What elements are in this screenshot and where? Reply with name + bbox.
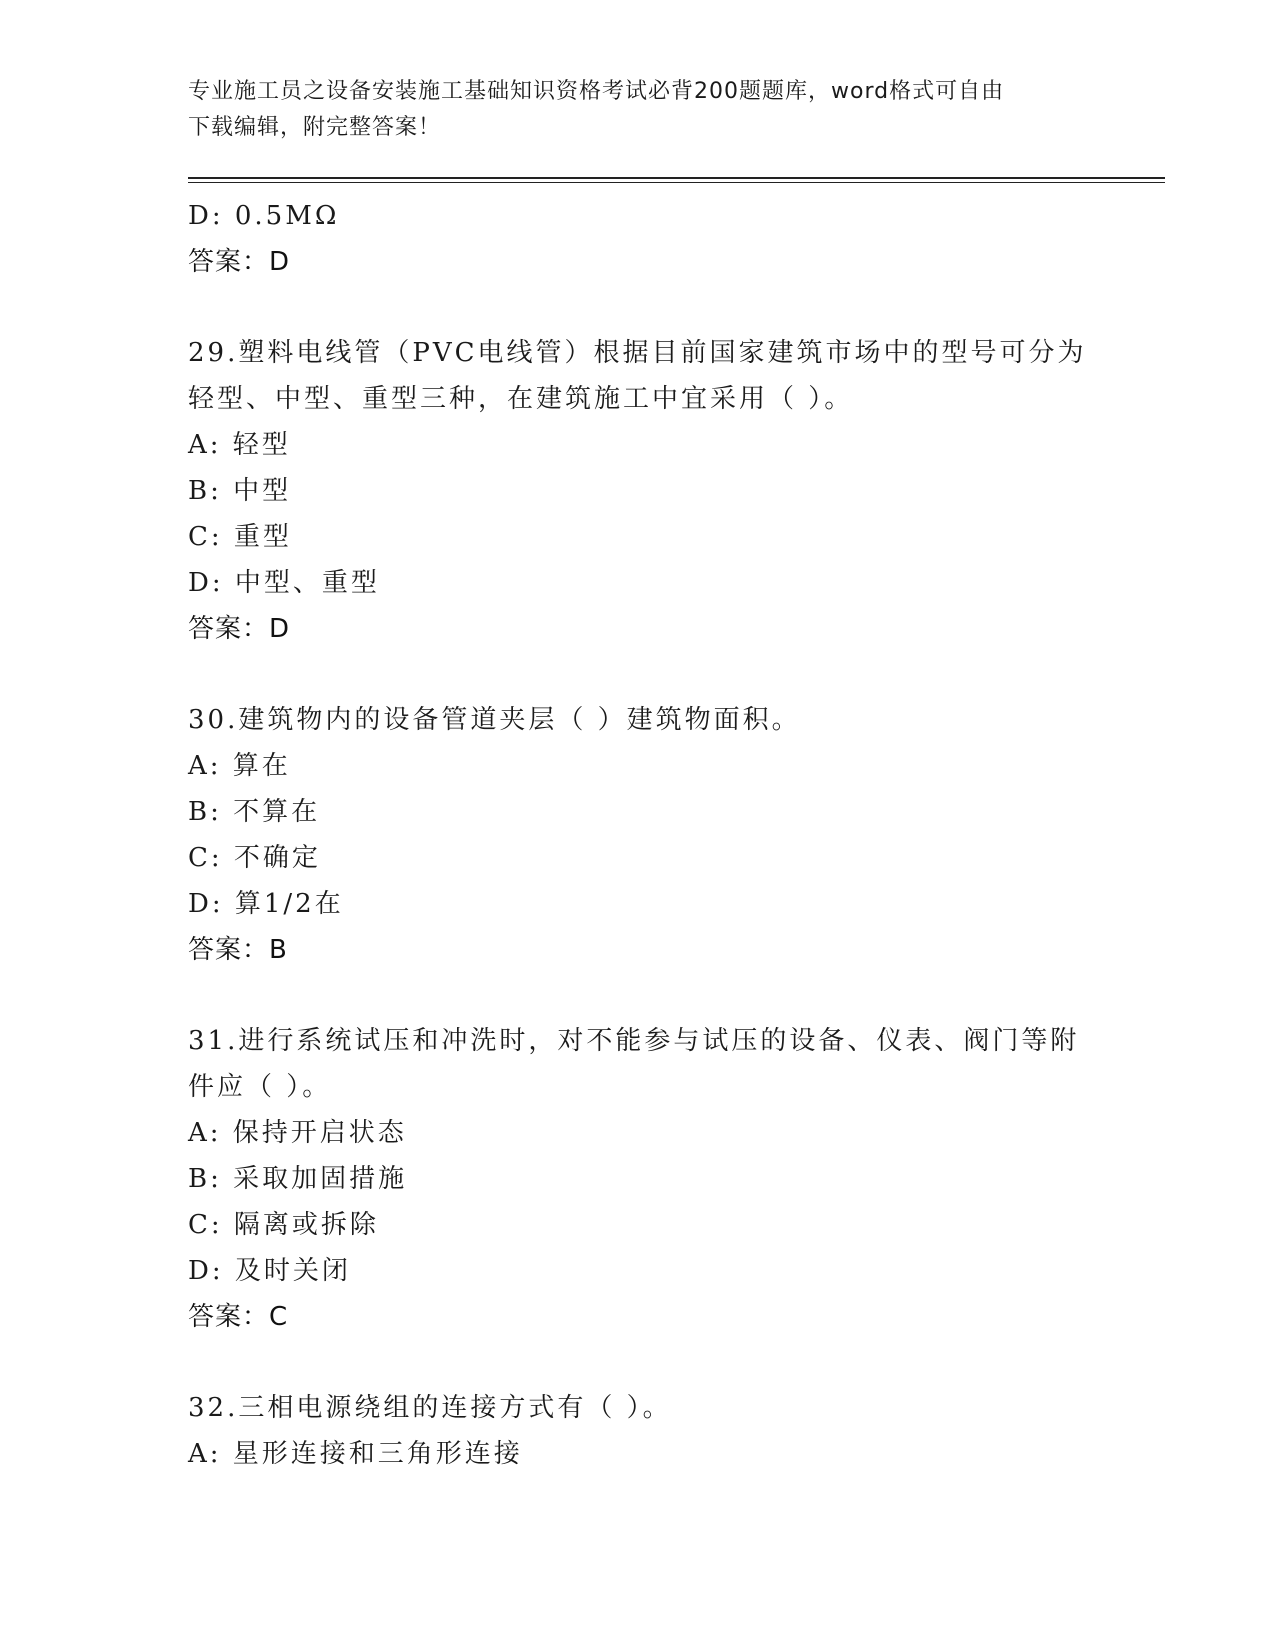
- question-spacer: [188, 652, 1088, 697]
- answer-line: 答案：C: [188, 1302, 289, 1332]
- option-c: C: 不确定: [188, 843, 321, 873]
- option-a: A: 星形连接和三角形连接: [188, 1439, 523, 1469]
- option-c: C: 隔离或拆除: [188, 1210, 379, 1240]
- page-header: [188, 74, 1088, 146]
- header-divider-thick: [188, 177, 1165, 179]
- option-d: D: 0.5MΩ: [188, 201, 340, 231]
- option-b: B: 采取加固措施: [188, 1164, 408, 1194]
- header-divider-thin: [188, 182, 1165, 183]
- question-31: [188, 1018, 1088, 1340]
- option-c: C: 重型: [188, 522, 292, 552]
- option-a: A: 保持开启状态: [188, 1118, 407, 1148]
- question-stem-line-1: 32.三相电源绕组的连接方式有（ ）。: [188, 1393, 672, 1423]
- question-stem-line-1: 29.塑料电线管（PVC电线管）根据目前国家建筑市场中的型号可分为: [188, 338, 1087, 368]
- question-29: [188, 330, 1088, 652]
- option-b: B: 不算在: [188, 797, 321, 827]
- question-stem-line-2: 轻型、中型、重型三种，在建筑施工中宜采用（ ）。: [188, 384, 854, 414]
- option-d: D: 及时关闭: [188, 1256, 351, 1286]
- answer-line: 答案：D: [188, 614, 291, 644]
- question-stem-line-1: 31.进行系统试压和冲洗时，对不能参与试压的设备、仪表、阀门等附: [188, 1026, 1080, 1056]
- question-spacer: [188, 973, 1088, 1018]
- question-30: [188, 697, 1088, 973]
- question-list: [188, 193, 1088, 1477]
- question-32: [188, 1385, 1088, 1477]
- answer-line: 答案：D: [188, 247, 291, 277]
- option-a: A: 轻型: [188, 430, 291, 460]
- option-d: D: 中型、重型: [188, 568, 380, 598]
- question-spacer: [188, 1340, 1088, 1385]
- option-b: B: 中型: [188, 476, 292, 506]
- answer-line: 答案：B: [188, 935, 288, 965]
- question-stem-line-2: 件应（ ）。: [188, 1072, 332, 1102]
- option-a: A: 算在: [188, 751, 291, 781]
- question-stem-line-1: 30.建筑物内的设备管道夹层（ ）建筑物面积。: [188, 705, 801, 735]
- header-title-line-1: 专业施工员之设备安装施工基础知识资格考试必背200题题库，word格式可自由: [188, 79, 1005, 104]
- question-spacer: [188, 285, 1088, 330]
- option-d: D: 算1/2在: [188, 889, 344, 919]
- header-title-line-2: 下载编辑，附完整答案！: [188, 115, 442, 140]
